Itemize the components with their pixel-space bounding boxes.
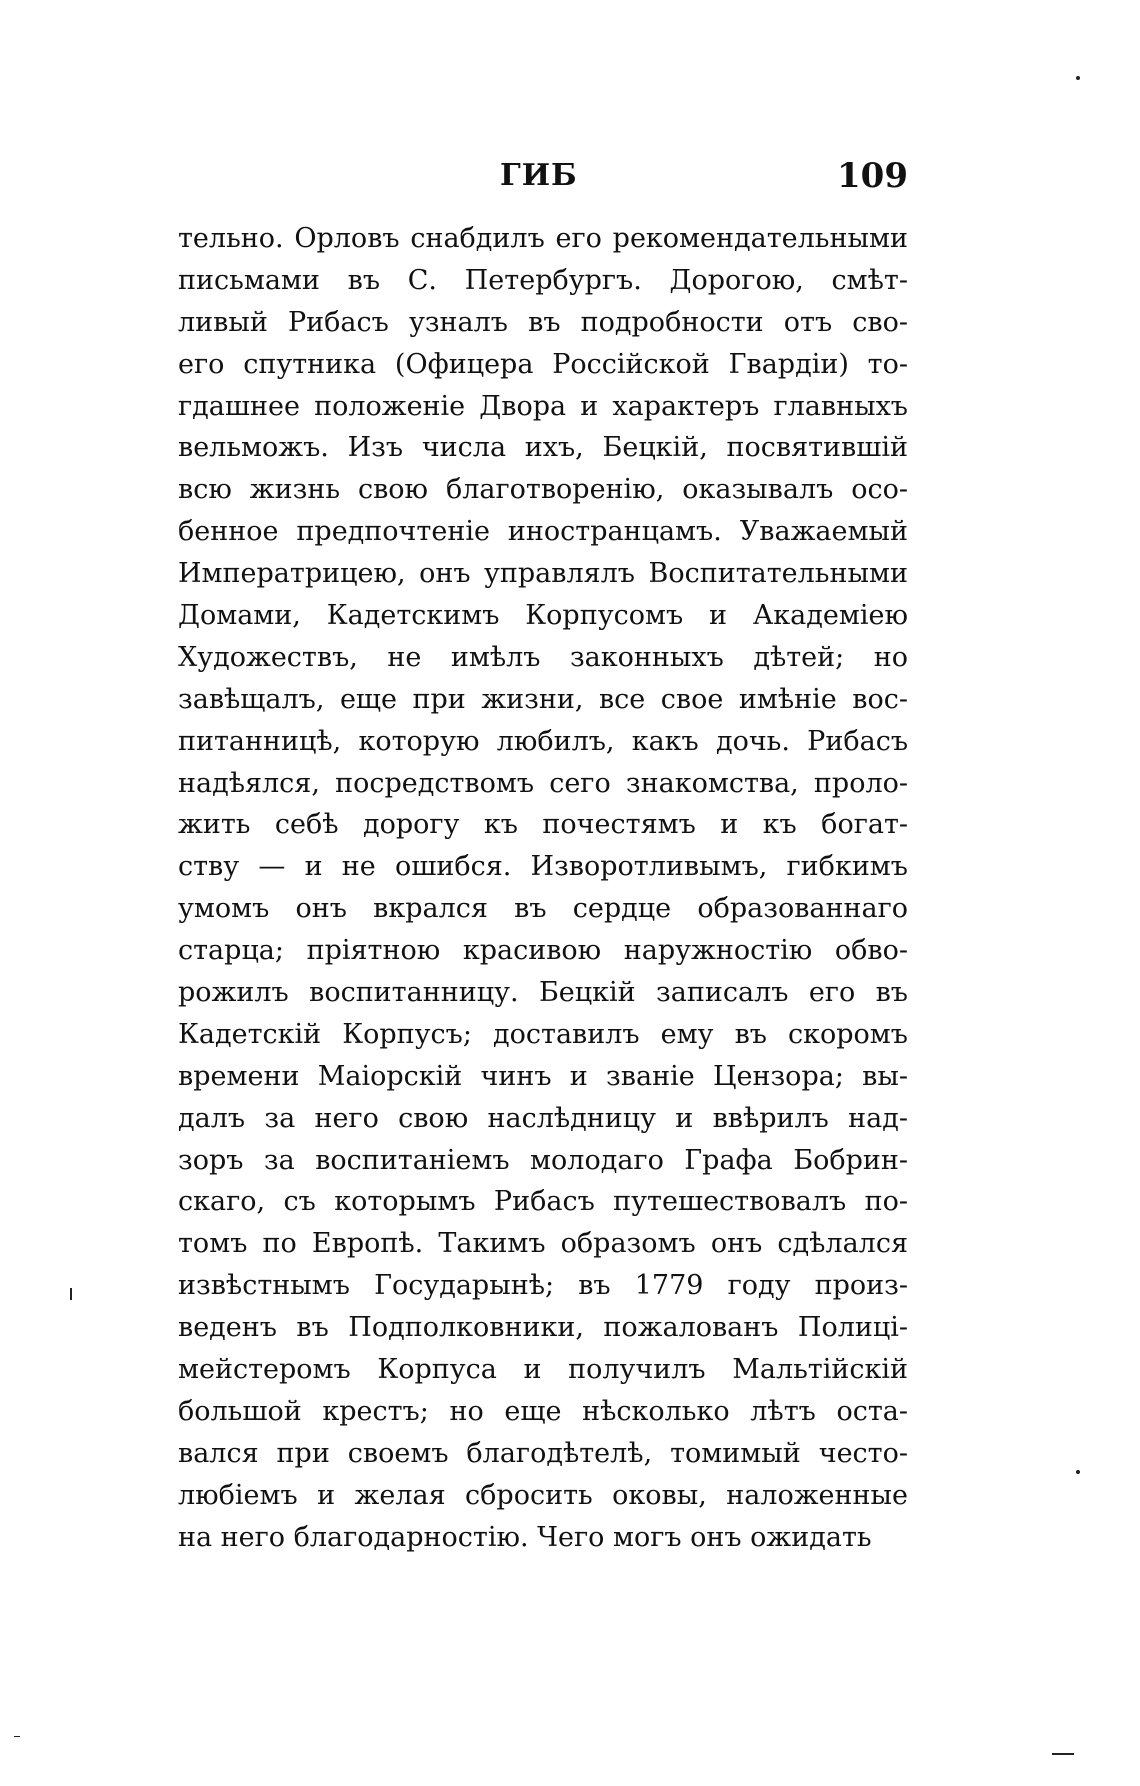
text-line: Императрицею, онъ управлялъ Воспитательными bbox=[178, 558, 908, 590]
text-line: Художествъ, не имѣлъ законныхъ дѣтей; но bbox=[178, 641, 908, 673]
text-line: любіемъ и желая сбросить оковы, наложенные bbox=[178, 1479, 908, 1511]
text-line: рожилъ воспитанницу. Бецкій записалъ его въ bbox=[178, 977, 908, 1009]
text-line: зоръ за воспитаніемъ молодаго Графа Бобрин- bbox=[178, 1144, 908, 1176]
text-line: томъ по Европѣ. Такимъ образомъ онъ сдѣлался bbox=[178, 1228, 908, 1260]
page-number: 109 bbox=[837, 156, 908, 196]
text-line: питанницѣ, которую любилъ, какъ дочь. Рибасъ bbox=[178, 725, 908, 757]
text-line: времени Маіорскій чинъ и званіе Цензора; вы- bbox=[178, 1060, 908, 1092]
running-head: ГИБ bbox=[500, 158, 578, 193]
text-line: ству — и не ошибся. Изворотливымъ, гибкимъ bbox=[178, 851, 908, 883]
page-header bbox=[178, 158, 908, 198]
scan-speck bbox=[70, 1288, 72, 1300]
text-line: всю жизнь свою благотворенію, оказывалъ осо- bbox=[178, 474, 908, 506]
text-line: бенное предпочтеніе иностранцамъ. Уважаемый bbox=[178, 516, 908, 548]
text-line: старца; пріятною красивою наружностію обво- bbox=[178, 935, 908, 967]
body-text bbox=[178, 218, 908, 1559]
text-line: письмами въ С. Петербургъ. Дорогою, смѣт- bbox=[178, 264, 908, 296]
scan-speck bbox=[1076, 76, 1080, 80]
text-line: вельможъ. Изъ числа ихъ, Бецкій, посвятившій bbox=[178, 432, 908, 464]
text-line: извѣстнымъ Государынѣ; въ 1779 году произ- bbox=[178, 1270, 908, 1302]
text-line: умомъ онъ вкрался въ сердце образованнаго bbox=[178, 893, 908, 925]
text-line: ливый Рибасъ узналъ въ подробности отъ сво- bbox=[178, 306, 908, 338]
text-line: Домами, Кадетскимъ Корпусомъ и Академіею bbox=[178, 600, 908, 632]
text-line: на него благодарностію. Чего могъ онъ ожидать bbox=[178, 1521, 872, 1553]
scan-speck bbox=[1052, 1753, 1074, 1755]
text-line: далъ за него свою наслѣдницу и ввѣрилъ над- bbox=[178, 1102, 908, 1134]
text-line: жить себѣ дорогу къ почестямъ и къ богат- bbox=[178, 809, 908, 841]
text-line: мейстеромъ Корпуса и получилъ Мальтійскій bbox=[178, 1354, 908, 1386]
text-line: тельно. Орловъ снабдилъ его рекомендательными bbox=[178, 223, 908, 254]
text-line: скаго, съ которымъ Рибасъ путешествовалъ по- bbox=[178, 1186, 908, 1218]
text-line: веденъ въ Подполковники, пожалованъ Полиці- bbox=[178, 1312, 908, 1344]
scan-speck bbox=[14, 1736, 20, 1737]
text-line: гдашнее положеніе Двора и характеръ главныхъ bbox=[178, 390, 908, 422]
scan-speck bbox=[1076, 1470, 1080, 1474]
text-line: вался при своемъ благодѣтелѣ, томимый често- bbox=[178, 1437, 908, 1469]
text-line: надѣялся, посредствомъ сего знакомства, проло- bbox=[178, 767, 908, 799]
text-line: большой крестъ; но еще нѣсколько лѣтъ оста- bbox=[178, 1395, 908, 1427]
text-line: завѣщалъ, еще при жизни, все свое имѣніе вос- bbox=[178, 683, 908, 715]
text-line: Кадетскій Корпусъ; доставилъ ему въ скоромъ bbox=[178, 1018, 908, 1050]
text-line: его спутника (Офицера Россійской Гвардіи) то- bbox=[178, 348, 908, 380]
